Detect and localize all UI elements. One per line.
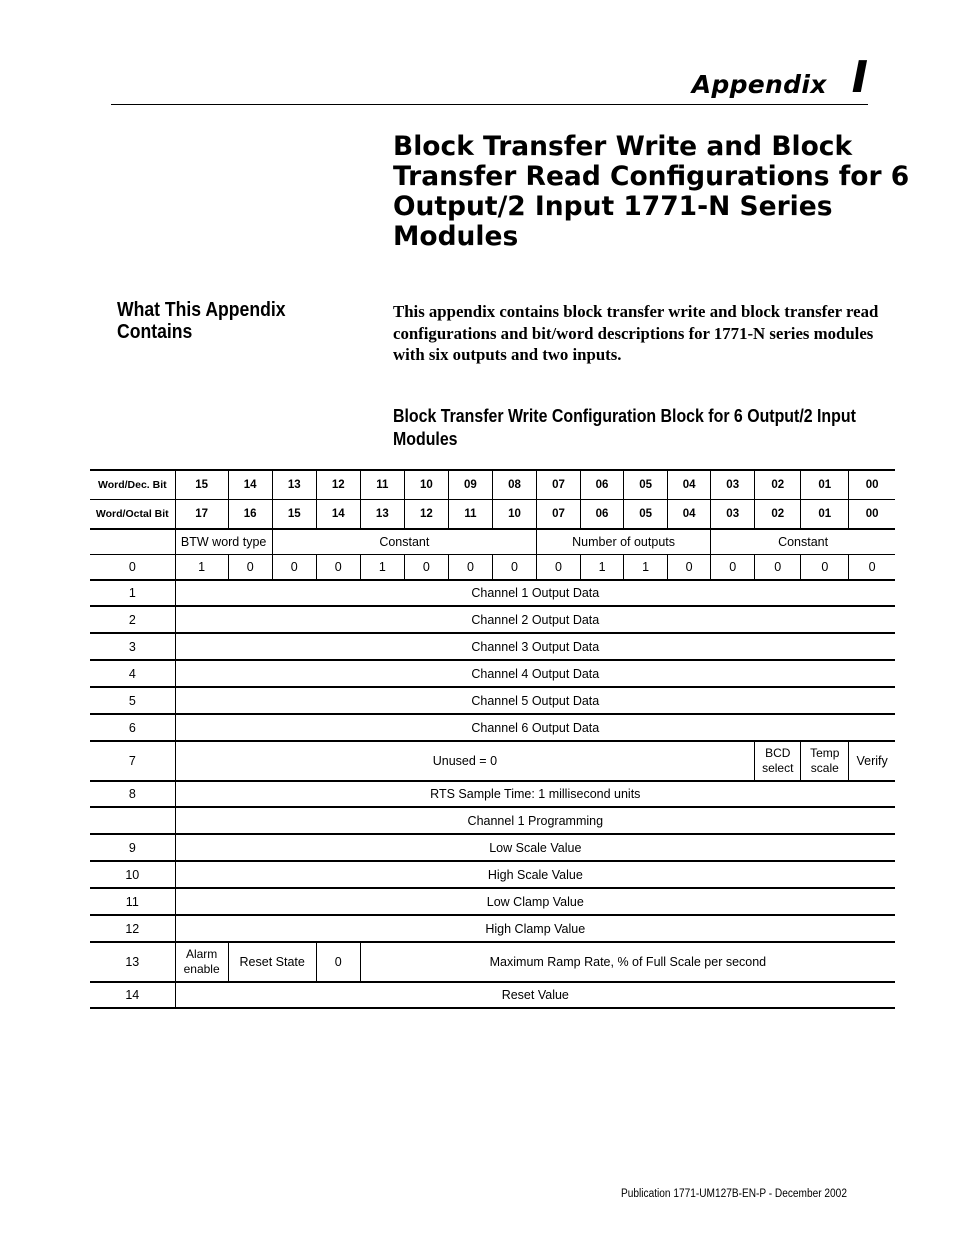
- oct-bit: 07: [536, 500, 580, 530]
- dec-bit-row: [90, 470, 895, 500]
- table-row: [90, 915, 895, 942]
- table-row: [90, 834, 895, 861]
- section-row: [90, 807, 895, 834]
- bit-value: 0: [492, 555, 536, 581]
- word-description: Low Scale Value: [175, 834, 895, 861]
- bit-value: 1: [581, 555, 624, 581]
- constant-field: Constant: [272, 529, 536, 555]
- table-row: [90, 687, 895, 714]
- bit-value: 0: [404, 555, 448, 581]
- oct-bit: 04: [668, 500, 711, 530]
- word-cell: [90, 529, 175, 555]
- oct-bit: 11: [448, 500, 492, 530]
- oct-bit: 10: [492, 500, 536, 530]
- intro-paragraph: This appendix contains block transfer write and block transfer read configurations and bit/word descriptions for 1771-N series modules with six outputs and two inputs.: [393, 302, 879, 364]
- oct-bit: 05: [624, 500, 668, 530]
- bit-value: 0: [536, 555, 580, 581]
- field-row: [90, 529, 895, 555]
- bit-value: 0: [711, 555, 755, 581]
- dec-bit: 03: [711, 470, 755, 500]
- alarm-enable-bit: Alarm enable: [175, 942, 228, 982]
- appendix-header: [691, 52, 868, 103]
- reset-state-field: Reset State: [228, 942, 316, 982]
- table-row: [90, 633, 895, 660]
- dec-bit: 13: [272, 470, 316, 500]
- word-description: Channel 5 Output Data: [175, 687, 895, 714]
- word-number: 4: [90, 660, 175, 687]
- dec-bit: 01: [801, 470, 849, 500]
- oct-bit: 16: [228, 500, 272, 530]
- dec-bit: 06: [581, 470, 624, 500]
- unused-field: Unused = 0: [175, 741, 755, 781]
- bit-value: 1: [624, 555, 668, 581]
- table-row: [90, 660, 895, 687]
- table-row: [90, 714, 895, 741]
- word-0-row: [90, 555, 895, 581]
- dec-bit: 00: [849, 470, 895, 500]
- word-number: 2: [90, 606, 175, 633]
- word-number: 6: [90, 714, 175, 741]
- dec-bit: 10: [404, 470, 448, 500]
- dec-bit: 08: [492, 470, 536, 500]
- word-description: Channel 1 Output Data: [175, 580, 895, 606]
- word-number: 12: [90, 915, 175, 942]
- dec-bit: 14: [228, 470, 272, 500]
- number-of-outputs-field: Number of outputs: [536, 529, 710, 555]
- oct-bit: 00: [849, 500, 895, 530]
- table-heading: Block Transfer Write Configuration Block for 6 Output/2 Input Modules: [393, 405, 856, 449]
- verify-bit: Verify: [849, 741, 895, 781]
- table-row: [90, 888, 895, 915]
- oct-bit-row: [90, 500, 895, 530]
- bit-value: 1: [360, 555, 404, 581]
- word-number: 14: [90, 982, 175, 1008]
- word-8-row: [90, 781, 895, 807]
- word-number: 1: [90, 580, 175, 606]
- bit-value: 0: [272, 555, 316, 581]
- word-description: Reset Value: [175, 982, 895, 1008]
- channel-programming-heading: Channel 1 Programming: [175, 807, 895, 834]
- side-heading: What This Appendix Contains: [117, 299, 286, 343]
- dec-bit: 09: [448, 470, 492, 500]
- zero-bit: 0: [316, 942, 360, 982]
- word-description: Low Clamp Value: [175, 888, 895, 915]
- dec-bit: 15: [175, 470, 228, 500]
- oct-bit: 17: [175, 500, 228, 530]
- word-description: RTS Sample Time: 1 millisecond units: [175, 781, 895, 807]
- max-ramp-rate-field: Maximum Ramp Rate, % of Full Scale per second: [360, 942, 895, 982]
- table-row: [90, 606, 895, 633]
- word-number: 5: [90, 687, 175, 714]
- oct-bit-label: Word/Octal Bit: [90, 500, 175, 530]
- word-description: Channel 2 Output Data: [175, 606, 895, 633]
- btw-word-type: BTW word type: [175, 529, 272, 555]
- bit-value: 0: [755, 555, 801, 581]
- dec-bit: 05: [624, 470, 668, 500]
- word-number: 7: [90, 741, 175, 781]
- table-row: [90, 982, 895, 1008]
- word-number: 0: [90, 555, 175, 581]
- bit-value: 0: [849, 555, 895, 581]
- table-row: [90, 580, 895, 606]
- word-number: 9: [90, 834, 175, 861]
- dec-bit: 11: [360, 470, 404, 500]
- word-description: High Scale Value: [175, 861, 895, 888]
- oct-bit: 15: [272, 500, 316, 530]
- bit-value: 1: [175, 555, 228, 581]
- dec-bit: 07: [536, 470, 580, 500]
- dec-bit: 02: [755, 470, 801, 500]
- oct-bit: 03: [711, 500, 755, 530]
- oct-bit: 14: [316, 500, 360, 530]
- bit-value: 0: [448, 555, 492, 581]
- temp-scale-bit: Temp scale: [801, 741, 849, 781]
- word-number: 13: [90, 942, 175, 982]
- constant-field: Constant: [711, 529, 895, 555]
- dec-bit: 04: [668, 470, 711, 500]
- bit-value: 0: [316, 555, 360, 581]
- word-description: Channel 4 Output Data: [175, 660, 895, 687]
- dec-bit: 12: [316, 470, 360, 500]
- table-row: [90, 861, 895, 888]
- bit-value: 0: [668, 555, 711, 581]
- word-7-row: [90, 741, 895, 781]
- btw-config-table: [90, 469, 895, 1009]
- oct-bit: 02: [755, 500, 801, 530]
- appendix-letter: I: [851, 52, 868, 103]
- word-number: 3: [90, 633, 175, 660]
- word-description: High Clamp Value: [175, 915, 895, 942]
- word-number: 11: [90, 888, 175, 915]
- bit-value: 0: [801, 555, 849, 581]
- header-rule: [111, 104, 868, 105]
- oct-bit: 13: [360, 500, 404, 530]
- word-number: 10: [90, 861, 175, 888]
- page-title: Block Transfer Write and Block Transfer Read Configurations for 6 Output/2 Input 1771-N Series Modules: [393, 131, 910, 252]
- publication-footer: Publication 1771-UM127B-EN-P - December 2002: [621, 1188, 847, 1200]
- bcd-select-bit: BCD select: [755, 741, 801, 781]
- dec-bit-label: Word/Dec. Bit: [90, 470, 175, 500]
- bit-value: 0: [228, 555, 272, 581]
- word-13-row: [90, 942, 895, 982]
- oct-bit: 12: [404, 500, 448, 530]
- word-description: Channel 6 Output Data: [175, 714, 895, 741]
- appendix-label: Appendix: [691, 70, 827, 99]
- oct-bit: 01: [801, 500, 849, 530]
- word-cell: [90, 807, 175, 834]
- word-description: Channel 3 Output Data: [175, 633, 895, 660]
- word-number: 8: [90, 781, 175, 807]
- oct-bit: 06: [581, 500, 624, 530]
